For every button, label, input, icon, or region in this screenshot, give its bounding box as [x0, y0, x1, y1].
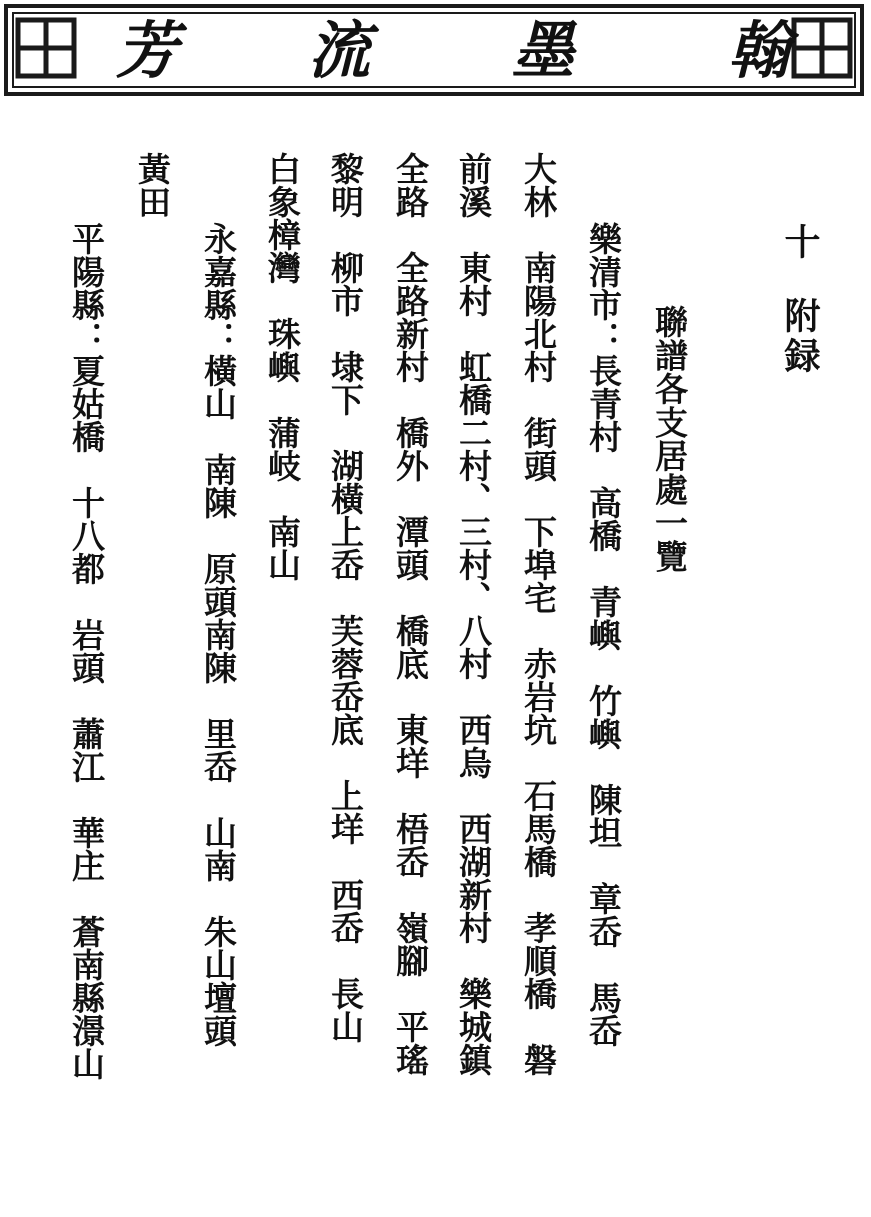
- text-column-4: 全路 全路新村 橋外 潭頭 橋底 東垟 梧岙 嶺腳 平瑤: [391, 152, 430, 1076]
- banner-char-4: 芳: [115, 14, 178, 87]
- text-column-1: 樂清市：長青村 高橋 青嶼 竹嶼 陳坦 章岙 馬岙: [584, 222, 623, 1047]
- chapter-number: 十: [779, 223, 821, 263]
- header-banner: [4, 4, 864, 96]
- text-column-9: 平陽縣：夏姑橋 十八都 岩頭 蕭江 華庄 蒼南縣澋山: [67, 222, 106, 1080]
- banner-char-2: 墨: [511, 14, 574, 87]
- left-fret-ornament: [14, 16, 78, 80]
- chapter-title: 附録: [779, 297, 821, 377]
- text-column-3: 前溪 東村 虹橋二村、三村、八村 西烏 西湖新村 樂城鎮: [454, 152, 493, 1076]
- chapter-heading: [780, 223, 820, 377]
- text-column-8: 黃田: [133, 152, 172, 218]
- banner-char-3: 流: [307, 14, 370, 87]
- text-column-2: 大林 南陽北村 街頭 下埠宅 赤岩坑 石馬橋 孝順橋 磐: [519, 152, 558, 1076]
- text-column-5: 黎明 柳市 埭下 湖橫上岙 芙蓉岙底 上垟 西岙 長山: [326, 152, 365, 1043]
- section-title: 聯譜各支居處一覽: [650, 305, 689, 573]
- text-column-6: 白象樟灣 珠嶼 蒲岐 南山: [263, 152, 302, 581]
- banner-char-1: 翰: [727, 14, 790, 87]
- text-column-7: 永嘉縣：橫山 南陳 原頭南陳 里岙 山南 朱山壇頭: [199, 222, 238, 1047]
